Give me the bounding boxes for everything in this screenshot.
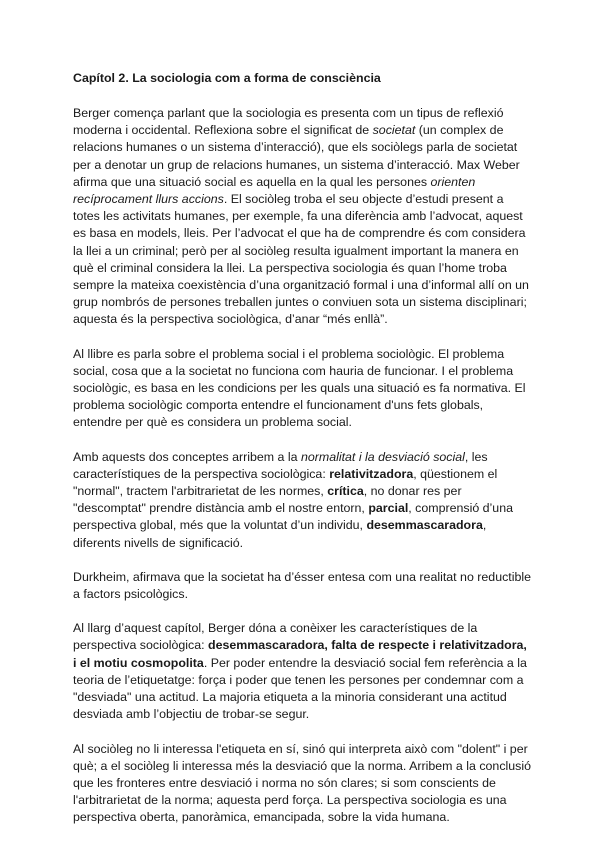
p3-bold-critica: crítica <box>327 484 364 499</box>
paragraph-characteristics <box>73 620 533 723</box>
document-page <box>73 70 533 844</box>
chapter-title: Capítol 2. La sociologia com a forma de consciència <box>73 71 381 85</box>
p3-text-c: , les característiques de la perspectiva sociològica: <box>73 449 488 481</box>
p1-italic-societat: societat <box>372 123 416 138</box>
paragraph-conclusion: Al sociòleg no li interessa l'etiqueta en sí, sinó qui interpreta això com "dolent" i per què; a el sociòleg li interessa més la desviació que la norma. Arribem a la conclusió que les fronteres entre desviació i norma no són clares; si som conscients de l'arbitrarietat de la norma; aquesta perd força. La perspectiva sociologia es una perspectiva oberta, panoràmica, emancipada, sobre la vida humana. <box>73 741 531 825</box>
paragraph-durkheim: Durkheim, afirmava que la societat ha d’ésser entesa com una realitat no reductible a factors psicològics. <box>73 569 532 602</box>
p1-text-c: (un complex de relacions humanes o un sistema d’interacció), que els sociòlegs parla de societat per a denotar un grup de relacions humanes, un sistema d’interacció. Max Weber afirma que una situació social es aquella en la qual les persones <box>73 123 520 189</box>
p3-italic-normalitat: normalitat i la desviació social <box>300 449 465 464</box>
p3-text-g: , no donar res per "descomptat" prendre distància amb el nostre entorn, <box>73 484 462 516</box>
p3-text-a: Amb aquests dos conceptes arribem a la <box>73 449 301 464</box>
p3-bold-desemmascaradora: desemmascaradora <box>366 518 483 533</box>
p3-bold-parcial: parcial <box>368 501 409 516</box>
paragraph-intro <box>73 105 533 329</box>
p3-text-k: , diferents nivells de significació. <box>73 518 487 550</box>
p5-bold-characteristics: desemmascaradora, falta de respecte i relativitzadora, i el motiu cosmopolita <box>73 638 527 670</box>
p1-italic-orienten: orienten recíprocament llurs accions <box>73 174 476 207</box>
p5-text-a: Al llarg d’aquest capítol, Berger dóna a conèixer les característiques de la perspectiva sociològica: <box>73 621 478 653</box>
paragraph-normality <box>73 449 533 552</box>
paragraph-problem: Al llibre es parla sobre el problema social i el problema sociològic. El problema social, cosa que a la societat no funciona com hauria de funcionar. I el problema sociològic, es basa en les condicions per les quals una situació es fa normativa. El problema sociològic comporta entendre el funcionament d'uns fets globals, entendre per què es considera un problema social. <box>73 346 526 430</box>
p3-bold-relativitzadora: relativitzadora <box>329 466 414 481</box>
p5-text-c: . Per poder entendre la desviació social fem referència a la teoria de l’etiquetatge: força i poder que tenen les persones per condemnar com a "desviada" una actitud. La majoria etiqueta a la minoria considerant una actitud desviada amb l’objectiu de trobar-se segur. <box>73 655 527 722</box>
p3-text-i: , comprensió d’una perspectiva global, més que la voluntat d’un individu, <box>73 501 513 533</box>
p1-text-e: . El sociòleg troba el seu objecte d’estudi present a totes les activitats humanes, per exemple, fa una diferència amb l’advocat, aquest es basa en models, lleis. Per l’advocat el que ha de comprendre és com considera la llei a un criminal; però per al sociòleg resulta igualment important la manera en què el criminal considera la llei. La perspectiva sociologia és quan l’home troba sempre la mateixa coexistència d’una organització formal i una d’informal allí on un grup nombrós de persones treballen juntes o conviuen sota un sistema disciplinari; aquesta és la perspectiva sociològica, d’anar “més enllà”. <box>73 192 529 327</box>
p3-text-e: , qüestionem el "normal", tractem l'arbitrarietat de les normes, <box>73 466 498 499</box>
p1-text-a: Berger comença parlant que la sociologia es presenta com un tipus de reflexió moderna i occidental. Reflexiona sobre el significat de <box>73 106 504 138</box>
